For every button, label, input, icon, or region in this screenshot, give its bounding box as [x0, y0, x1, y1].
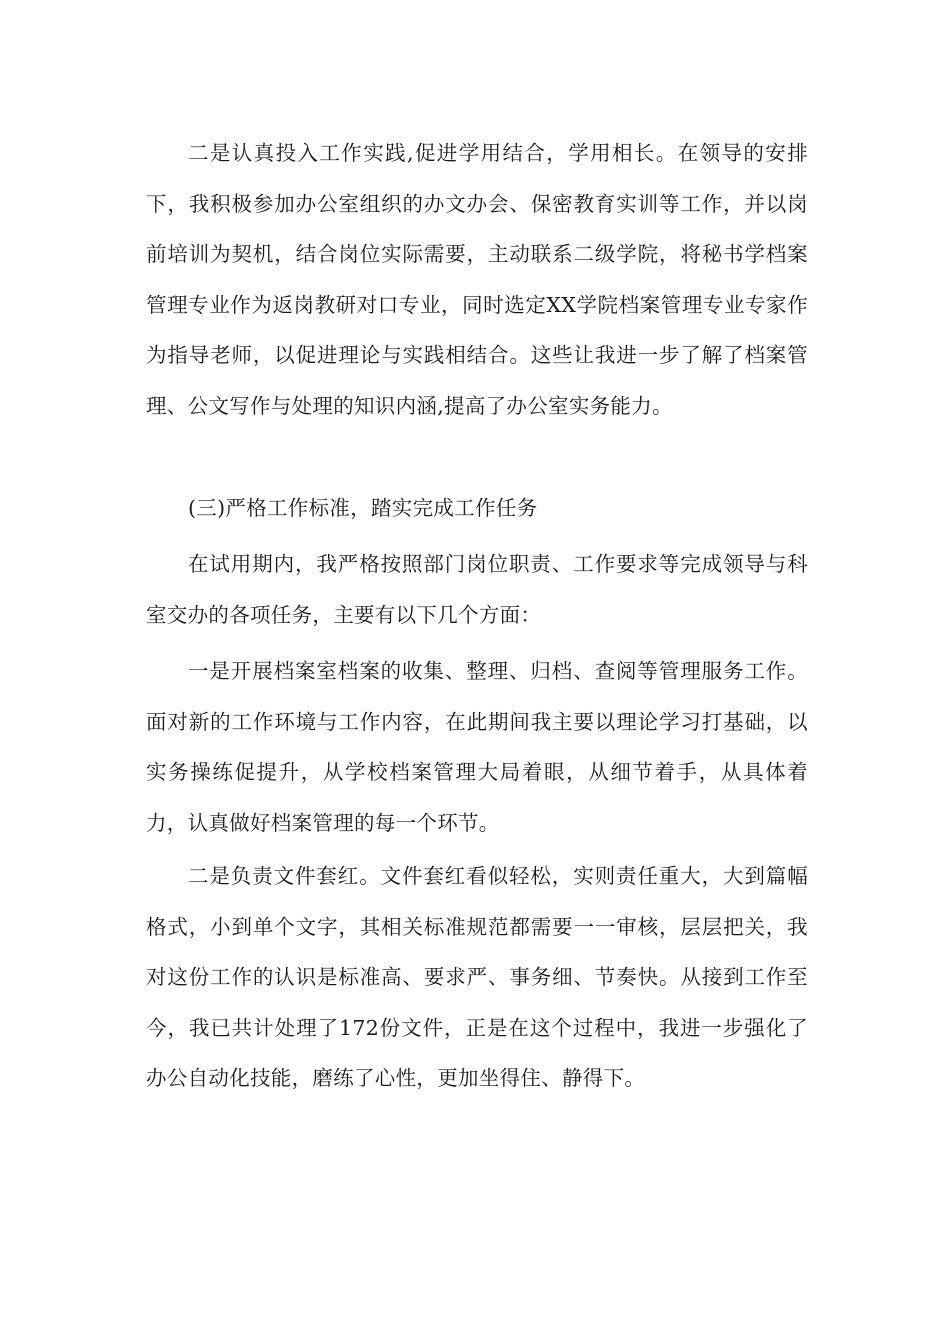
- paragraph-probation-intro: 在试用期内，我严格按照部门岗位职责、工作要求等完成领导与科室交办的各项任务，主要有以下几个方面：: [146, 552, 808, 627]
- paragraph-file-red-heading: 二是负责文件套红。文件套红看似轻松，实则责任重大，大到篇幅格式，小到单个文字，其相关标准规范都需要一一审核，层层把关，我对这份工作的认识是标准高、要求严、事务细、节奏快。从接到工作至今，我已共计处理了172份文件，正是在这个过程中，我进一步强化了办公自动化技能，磨练了心性，更加坐得住、静得下。: [146, 864, 808, 1090]
- paragraph-archive-management: 一是开展档案室档案的收集、整理、归档、查阅等管理服务工作。面对新的工作环境与工作内容，在此期间我主要以理论学习打基础，以实务操练促提升，从学校档案管理大局着眼，从细节着手，从具体着力，认真做好档案管理的每一个环节。: [146, 659, 808, 835]
- paragraph-practice: 二是认真投入工作实践,促进学用结合，学用相长。在领导的安排下，我积极参加办公室组织的办文办会、保密教育实训等工作，并以岗前培训为契机，结合岗位实际需要，主动联系二级学院，将秘书学档案管理专业作为返岗教研对口专业，同时选定XX学院档案管理专业专家作为指导老师，以促进理论与实践相结合。这些让我进一步了解了档案管理、公文写作与处理的知识内涵,提高了办公室实务能力。: [146, 141, 808, 418]
- section-heading-work-standards: (三)严格工作标准，踏实完成工作任务: [188, 496, 538, 520]
